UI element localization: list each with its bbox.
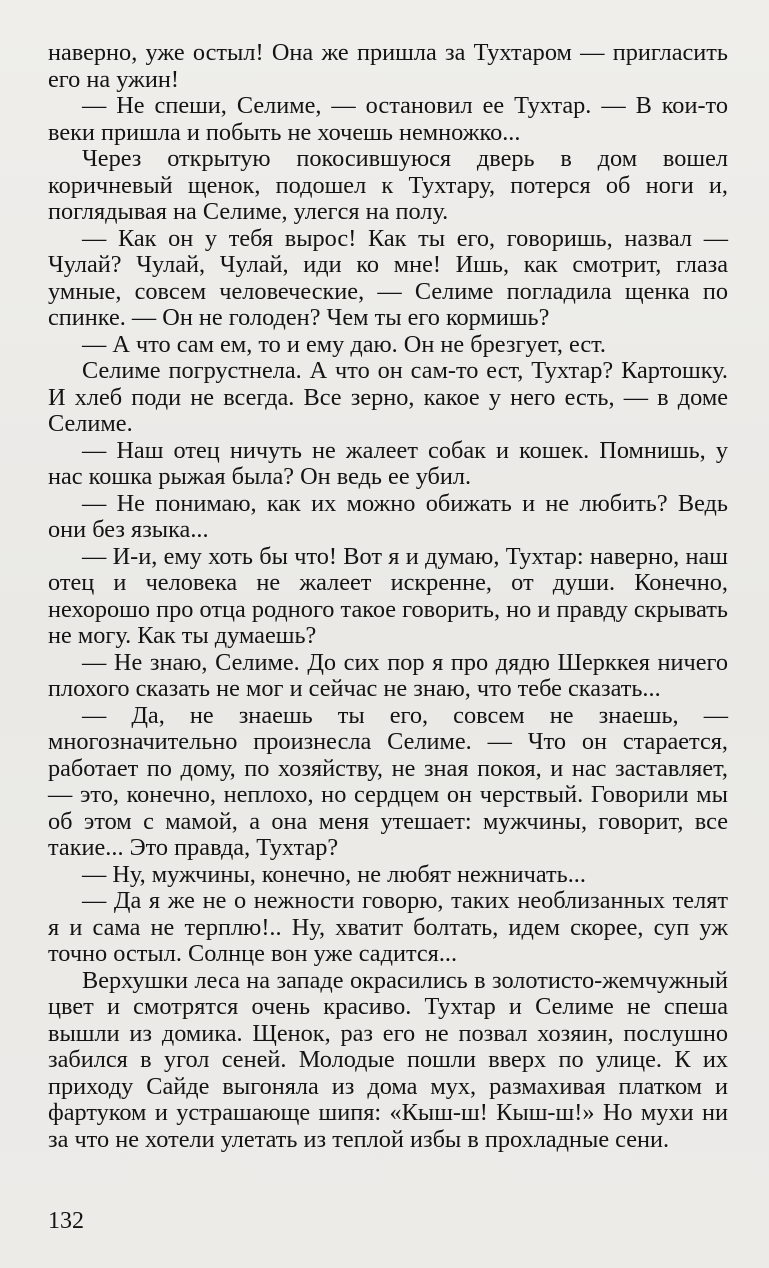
paragraph-2: — Не спеши, Селиме, — остановил ее Тухтар. — В кои-то веки пришла и побыть не хочешь немножко...	[48, 92, 728, 146]
paragraph-4: — Как он у тебя вырос! Как ты его, говоришь, назвал — Чулай? Чулай, Чулай, иди ко мне! Ишь, как смотрит, глаза умные, совсем человеческие, — Селиме погладила щенка по спинке. — Он не голоден? Чем ты его кормишь?	[48, 224, 728, 331]
paragraph-1: наверно, уже остыл! Она же пришла за Тухтаром — пригласить его на ужин!	[48, 39, 728, 93]
paragraph-10: — Не знаю, Селиме. До сих пор я про дядю Шерккея ничего плохого сказать не мог и сейчас не знаю, что тебе сказать...	[48, 648, 728, 702]
paragraph-6: Селиме погрустнела. А что он сам-то ест, Тухтар? Картошку. И хлеб поди не всегда. Все зерно, какое у него есть, — в доме Селиме.	[48, 357, 728, 437]
paragraph-14: Верхушки леса на западе окрасились в золотисто-жемчужный цвет и смотрятся очень красиво. Тухтар и Селиме не спеша вышли из домика. Щенок, раз его не позвал хозяин, послушно забился в угол сеней. Молодые пошли вверх по улице. К их приходу Сайде выгоняла из дома мух, размахивая платком и фартуком и устрашающе шипя: «Кыш-ш! Кыш-ш!» Но мухи ни за что не хотели улетать из теплой избы в прохладные сени.	[48, 966, 728, 1153]
paragraph-8: — Не понимаю, как их можно обижать и не любить? Ведь они без языка...	[48, 489, 728, 543]
paragraph-7: — Наш отец ничуть не жалеет собак и кошек. Помнишь, у нас кошка рыжая была? Он ведь ее убил.	[48, 436, 728, 490]
page-number: 132	[48, 1208, 84, 1234]
paragraph-13: — Да я же не о нежности говорю, таких необлизанных телят я и сама не терплю!.. Ну, хватит болтать, идем скорее, суп уж точно остыл. Солнце вон уже садится...	[48, 887, 728, 967]
paragraph-9: — И-и, ему хоть бы что! Вот я и думаю, Тухтар: наверно, наш отец и человека не жалеет искренне, от души. Конечно, нехорошо про отца родного такое говорить, но и правду скрывать не могу. Как ты думаешь?	[48, 542, 728, 649]
paragraph-11: — Да, не знаешь ты его, совсем не знаешь, — многозначительно произнесла Селиме. — Что он старается, работает по дому, по хозяйству, не зная покоя, и нас заставляет, — это, конечно, неплохо, но сердцем он черствый. Говорили мы об этом с мамой, а она меня утешает: мужчины, говорит, все такие... Это правда, Тухтар?	[48, 701, 728, 861]
page-body-text	[48, 40, 728, 1153]
paragraph-12: — Ну, мужчины, конечно, не любят нежничать...	[82, 860, 586, 888]
paragraph-5: — А что сам ем, то и ему даю. Он не брезгует, ест.	[82, 330, 607, 358]
paragraph-3: Через открытую покосившуюся дверь в дом вошел коричневый щенок, подошел к Тухтару, потерся об ноги и, поглядывая на Селиме, улегся на полу.	[48, 145, 728, 225]
